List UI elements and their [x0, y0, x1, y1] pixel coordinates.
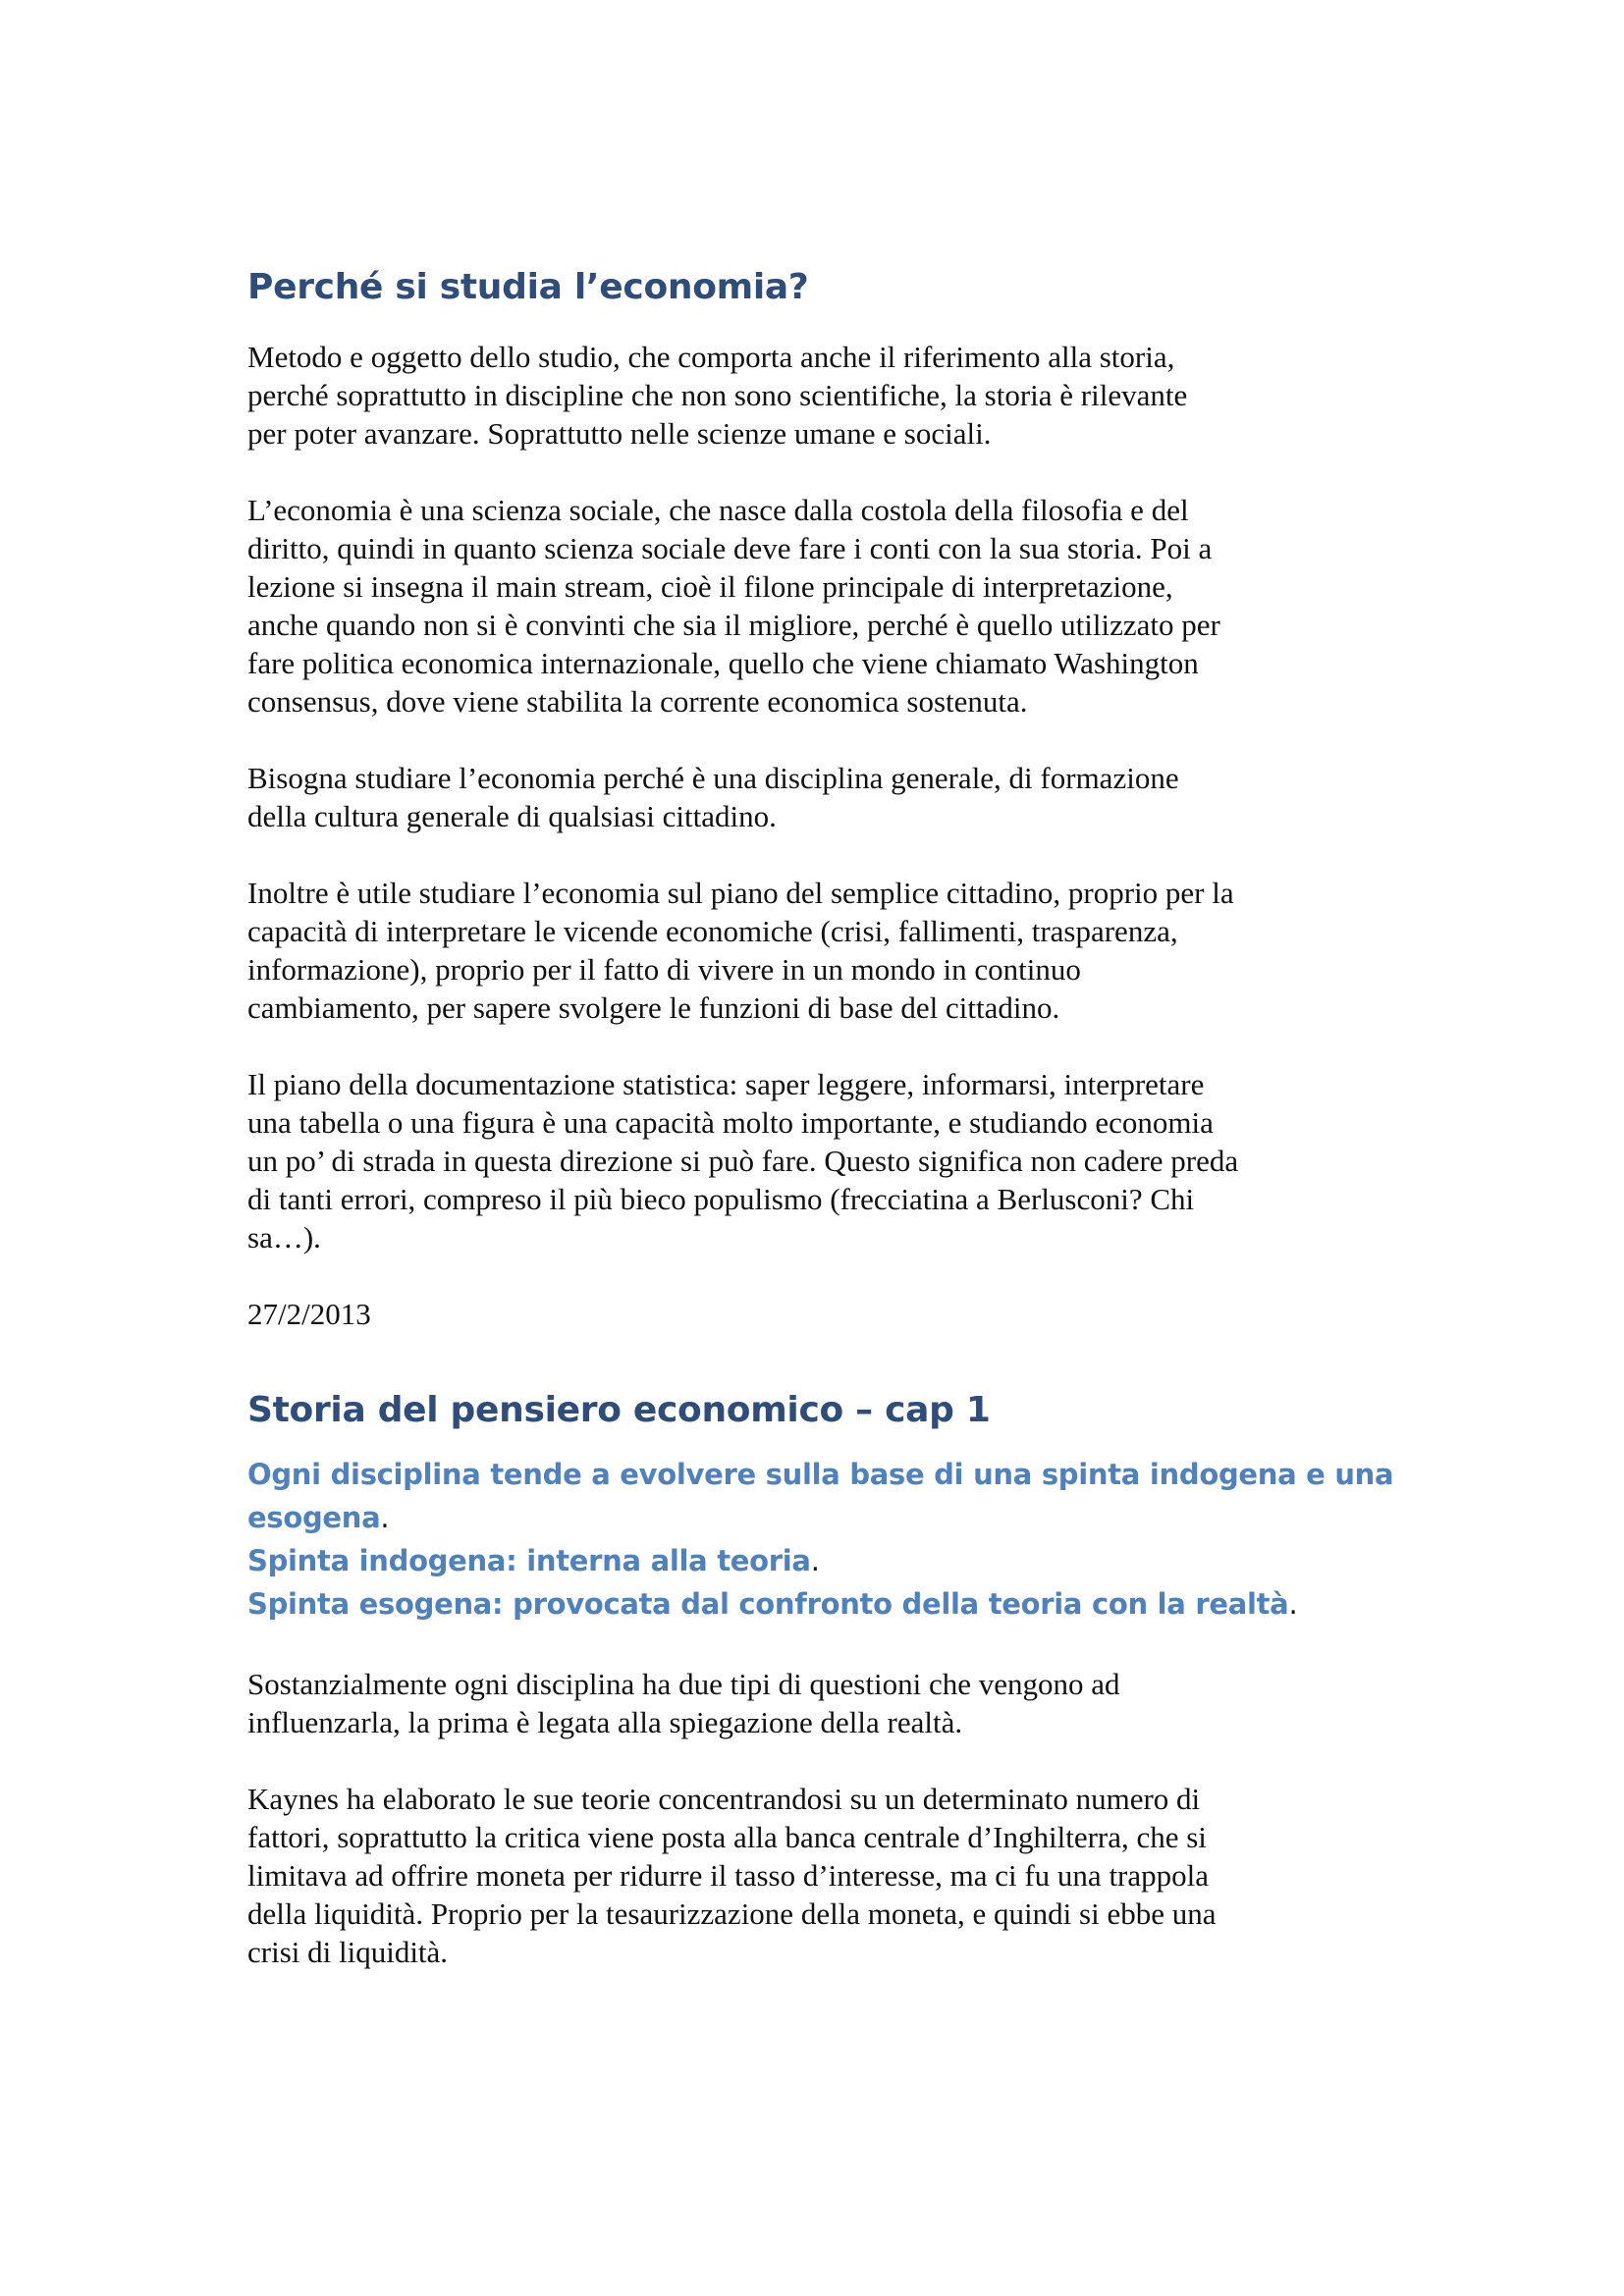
paragraph-keynes: Kaynes ha elaborato le sue teorie concentrandosi su un determinato numero di fattori, soprattutto la critica viene posta alla banca centrale d’Inghilterra, che si limitava ad offrire moneta per ridurre il tasso d’interesse, ma ci fu una trappola della liquidità. Proprio per la tesaurizzazione della moneta, e quindi si ebbe una crisi di liquidità. [247, 1782, 1217, 1969]
date-text: 27/2/2013 [247, 1297, 371, 1331]
highlight-line-3 [247, 1582, 1396, 1626]
highlight-line-2 [247, 1539, 1396, 1582]
document-page [247, 265, 1396, 1971]
highlight-period-3: . [1288, 1587, 1298, 1621]
paragraph-social-science: L’economia è una scienza sociale, che nasce dalla costola della filosofia e del diritto, quindi in quanto scienza sociale deve fare i conti con la sua storia. Poi a lezione si insegna il main stream, cioè il filone principale di interpretazione, anche quando non si è convinti che sia il migliore, perché è quello utilizzato per fare politica economica internazionale, quello che viene chiamato Washington consensus, dove viene stabilita la corrente economica sostenuta. [247, 493, 1220, 719]
paragraph-general-discipline: Bisogna studiare l’economia perché è una disciplina generale, di formazione della cultura generale di qualsiasi cittadino. [247, 761, 1179, 833]
highlight-text-1: Ogni disciplina tende a evolvere sulla base di una spinta indogena e una esogena [247, 1458, 1394, 1534]
highlight-text-3: Spinta esogena: provocata dal confronto della teoria con la realtà [247, 1587, 1289, 1621]
highlight-line-1 [247, 1453, 1396, 1539]
highlight-period-2: . [810, 1544, 820, 1577]
section-heading-why-study-economics: Perché si studia l’economia? [247, 267, 809, 307]
paragraph-method: Metodo e oggetto dello studio, che comporta anche il riferimento alla storia, perché soprattutto in discipline che non sono scientifiche, la storia è rilevante per poter avanzare. Soprattutto nelle scienze umane e sociali. [247, 340, 1188, 451]
paragraph-statistics: Il piano della documentazione statistica: saper leggere, informarsi, interpretare una tabella o una figura è una capacità molto importante, e studiando economia un po’ di strada in questa direzione si può fare. Questo significa non cadere preda di tanti errori, compreso il più bieco populismo (frecciatina a Berlusconi? Chi sa…). [247, 1067, 1239, 1255]
highlight-period-1: . [380, 1501, 390, 1534]
highlight-text-2: Spinta indogena: interna alla teoria [247, 1544, 811, 1577]
paragraph-citizen: Inoltre è utile studiare l’economia sul piano del semplice cittadino, proprio per la capacità di interpretare le vicende economiche (crisi, fallimenti, trasparenza, informazione), proprio per il fatto di vivere in un mondo in continuo cambiamento, per sapere svolgere le funzioni di base del cittadino. [247, 876, 1234, 1025]
section-heading-history-economic-thought: Storia del pensiero economico – cap 1 [247, 1390, 991, 1430]
paragraph-two-questions: Sostanzialmente ogni disciplina ha due tipi di questioni che vengono ad influenzarla, la prima è legata alla spiegazione della realtà. [247, 1667, 1120, 1739]
highlight-block [247, 1453, 1396, 1626]
